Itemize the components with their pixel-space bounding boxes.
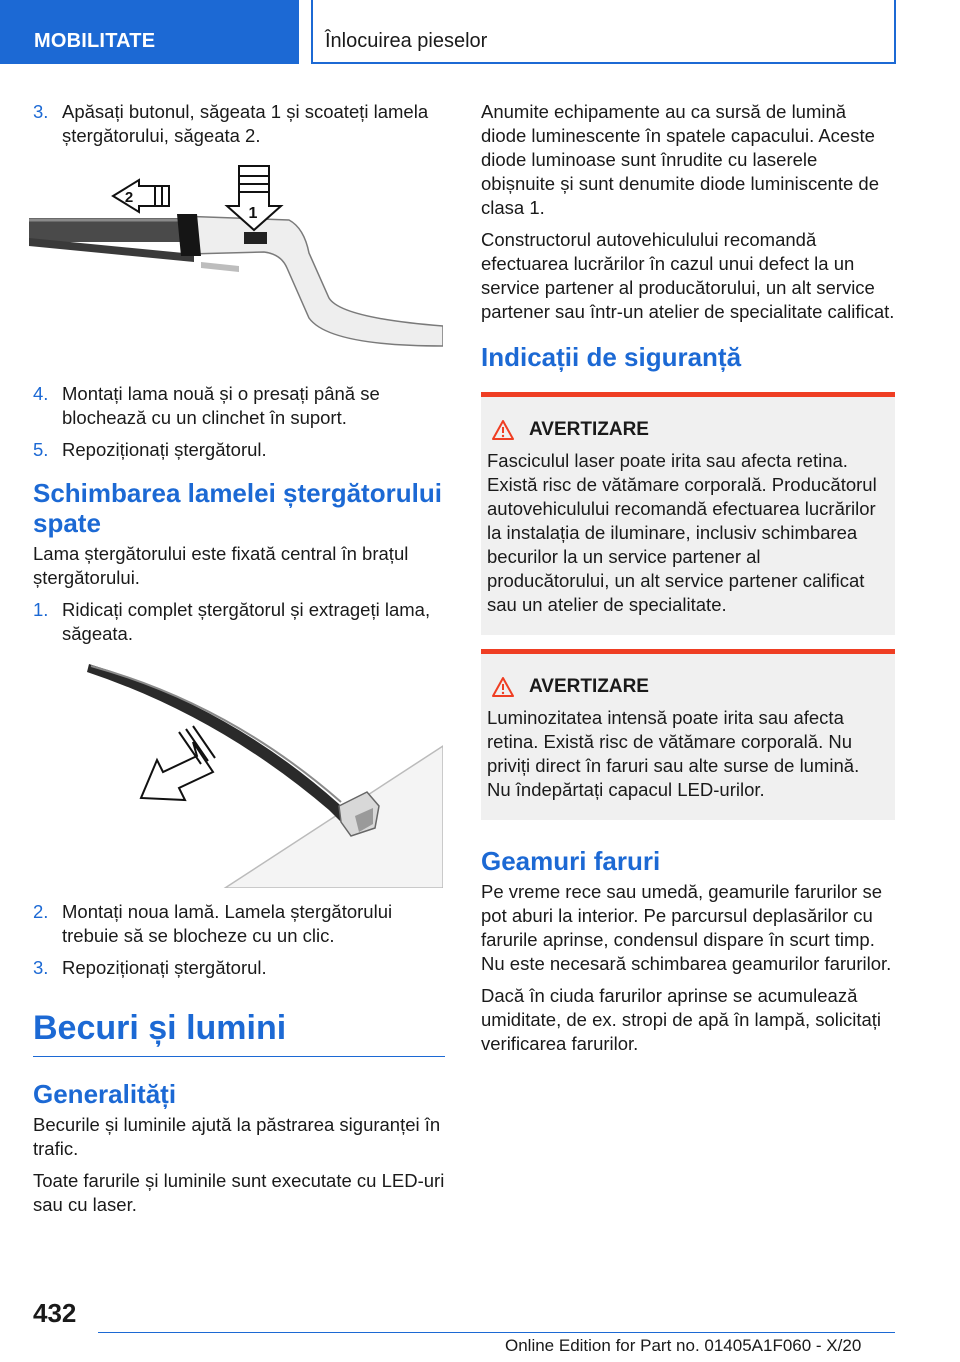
wiper-release-illustration — [29, 158, 443, 370]
arrow-label-2: 2 — [124, 189, 134, 206]
step-number: 5. — [33, 439, 49, 460]
warning-title — [487, 419, 887, 441]
step-text: Ridicați complet ștergătorul și extrageți lama, săgeata. — [62, 599, 431, 644]
wiper-rear-image — [29, 656, 443, 888]
service-paragraph: Constructorul autovehiculului recomandă efectuarea lucrărilor în cazul unui defect la un service partener al producătorului, un alt service partener sau într-un atelier de specialitate calificat. — [481, 229, 895, 322]
glass-paragraph: Dacă în ciuda farurilor aprinse se acumulează umiditate, de ex. stropi de apă în lampă, solicitați verificarea farurilor. — [481, 985, 882, 1054]
warning-triangle-icon — [491, 419, 515, 441]
step-text: Apăsați butonul, săgeata 1 și scoateți lamela ștergătorului, săgeata 2. — [62, 101, 429, 146]
step-number: 2. — [33, 901, 49, 922]
warning-title — [487, 676, 887, 698]
warning-triangle-icon — [491, 676, 515, 698]
step-number: 1. — [33, 599, 49, 620]
step-text: Montați noua lamă. Lamela ștergătorului trebuie să se blocheze cu un clic. — [62, 901, 393, 946]
warning-title-text: AVERTIZARE — [529, 676, 649, 697]
footer-divider — [98, 1332, 895, 1333]
step-item — [33, 382, 445, 430]
step-text: Montați lama nouă și o presați până se blochează cu un clinchet în suport. — [62, 383, 380, 428]
right-column — [481, 100, 895, 1064]
step-text: Repoziționați ștergătorul. — [62, 957, 267, 978]
rear-wiper-illustration — [29, 656, 443, 888]
glass-heading: Geamuri faruri — [481, 846, 661, 876]
edition-note: Online Edition for Part no. 01405A1F060 - X/20 — [505, 1336, 862, 1355]
section-tab — [0, 0, 299, 64]
step-number: 4. — [33, 383, 49, 404]
step-number: 3. — [33, 957, 49, 978]
step-text: Repoziționați ștergătorul. — [62, 439, 267, 460]
step-item — [33, 598, 445, 646]
warning-box — [481, 392, 895, 635]
general-paragraph: Toate farurile și luminile sunt executate cu LED-uri sau cu laser. — [33, 1170, 445, 1215]
step-item — [33, 956, 445, 980]
warning-box — [481, 649, 895, 820]
step-item — [33, 438, 445, 462]
general-paragraph: Becurile și luminile ajută la păstrarea siguranței în trafic. — [33, 1114, 441, 1159]
chapter-title: Înlocuirea pieselor — [325, 30, 488, 52]
warning-title-text: AVERTIZARE — [529, 419, 649, 440]
wiper-front-image — [29, 158, 443, 370]
arrow-label-1: 1 — [248, 205, 258, 222]
bulbs-heading: Becuri și lumini — [33, 1008, 445, 1057]
section-title: MOBILITATE — [34, 30, 156, 52]
rear-wiper-intro: Lama ștergătorului este fixată central în brațul ștergătorului. — [33, 543, 409, 588]
step-item — [33, 900, 445, 948]
warning-text: Luminozitatea intensă poate irita sau afecta retina. Există risc de vătămare corporală. Nu priviți direct în faruri sau alte surse de lumină. Nu îndepărtați capacul LED-urilor. — [487, 707, 860, 800]
rear-wiper-heading: Schimbarea lamelei ștergătorului spate — [33, 478, 442, 538]
step-item — [33, 100, 445, 148]
led-paragraph: Anumite echipamente au ca sursă de lumină diode luminescente în spatele capacului. Aceste diode luminoase sunt înrudite cu laserele obișnuite și sunt denumite diode luminiscente de clasa 1. — [481, 101, 879, 218]
left-column — [33, 100, 445, 1225]
warning-text: Fasciculul laser poate irita sau afecta retina. Există risc de vătămare corporală. Producătorul autovehiculului recomandă efectuarea lucrărilor la instalația de iluminare, inclusiv schimbarea becurilor la un service partener al producătorului, un alt service partener calificat sau un atelier de specialitate. — [487, 450, 877, 615]
page-number: 432 — [33, 1298, 77, 1328]
glass-paragraph: Pe vreme rece sau umedă, geamurile farurilor se pot aburi la interior. Pe parcursul deplasărilor cu farurile aprinse, condensul dispare în scurt timp. Nu este necesară schimbarea geamurilor farurilor. — [481, 881, 892, 974]
chapter-tab — [311, 0, 896, 64]
general-heading: Generalități — [33, 1079, 177, 1109]
step-number: 3. — [33, 101, 49, 122]
safety-heading: Indicații de siguranță — [481, 342, 742, 372]
